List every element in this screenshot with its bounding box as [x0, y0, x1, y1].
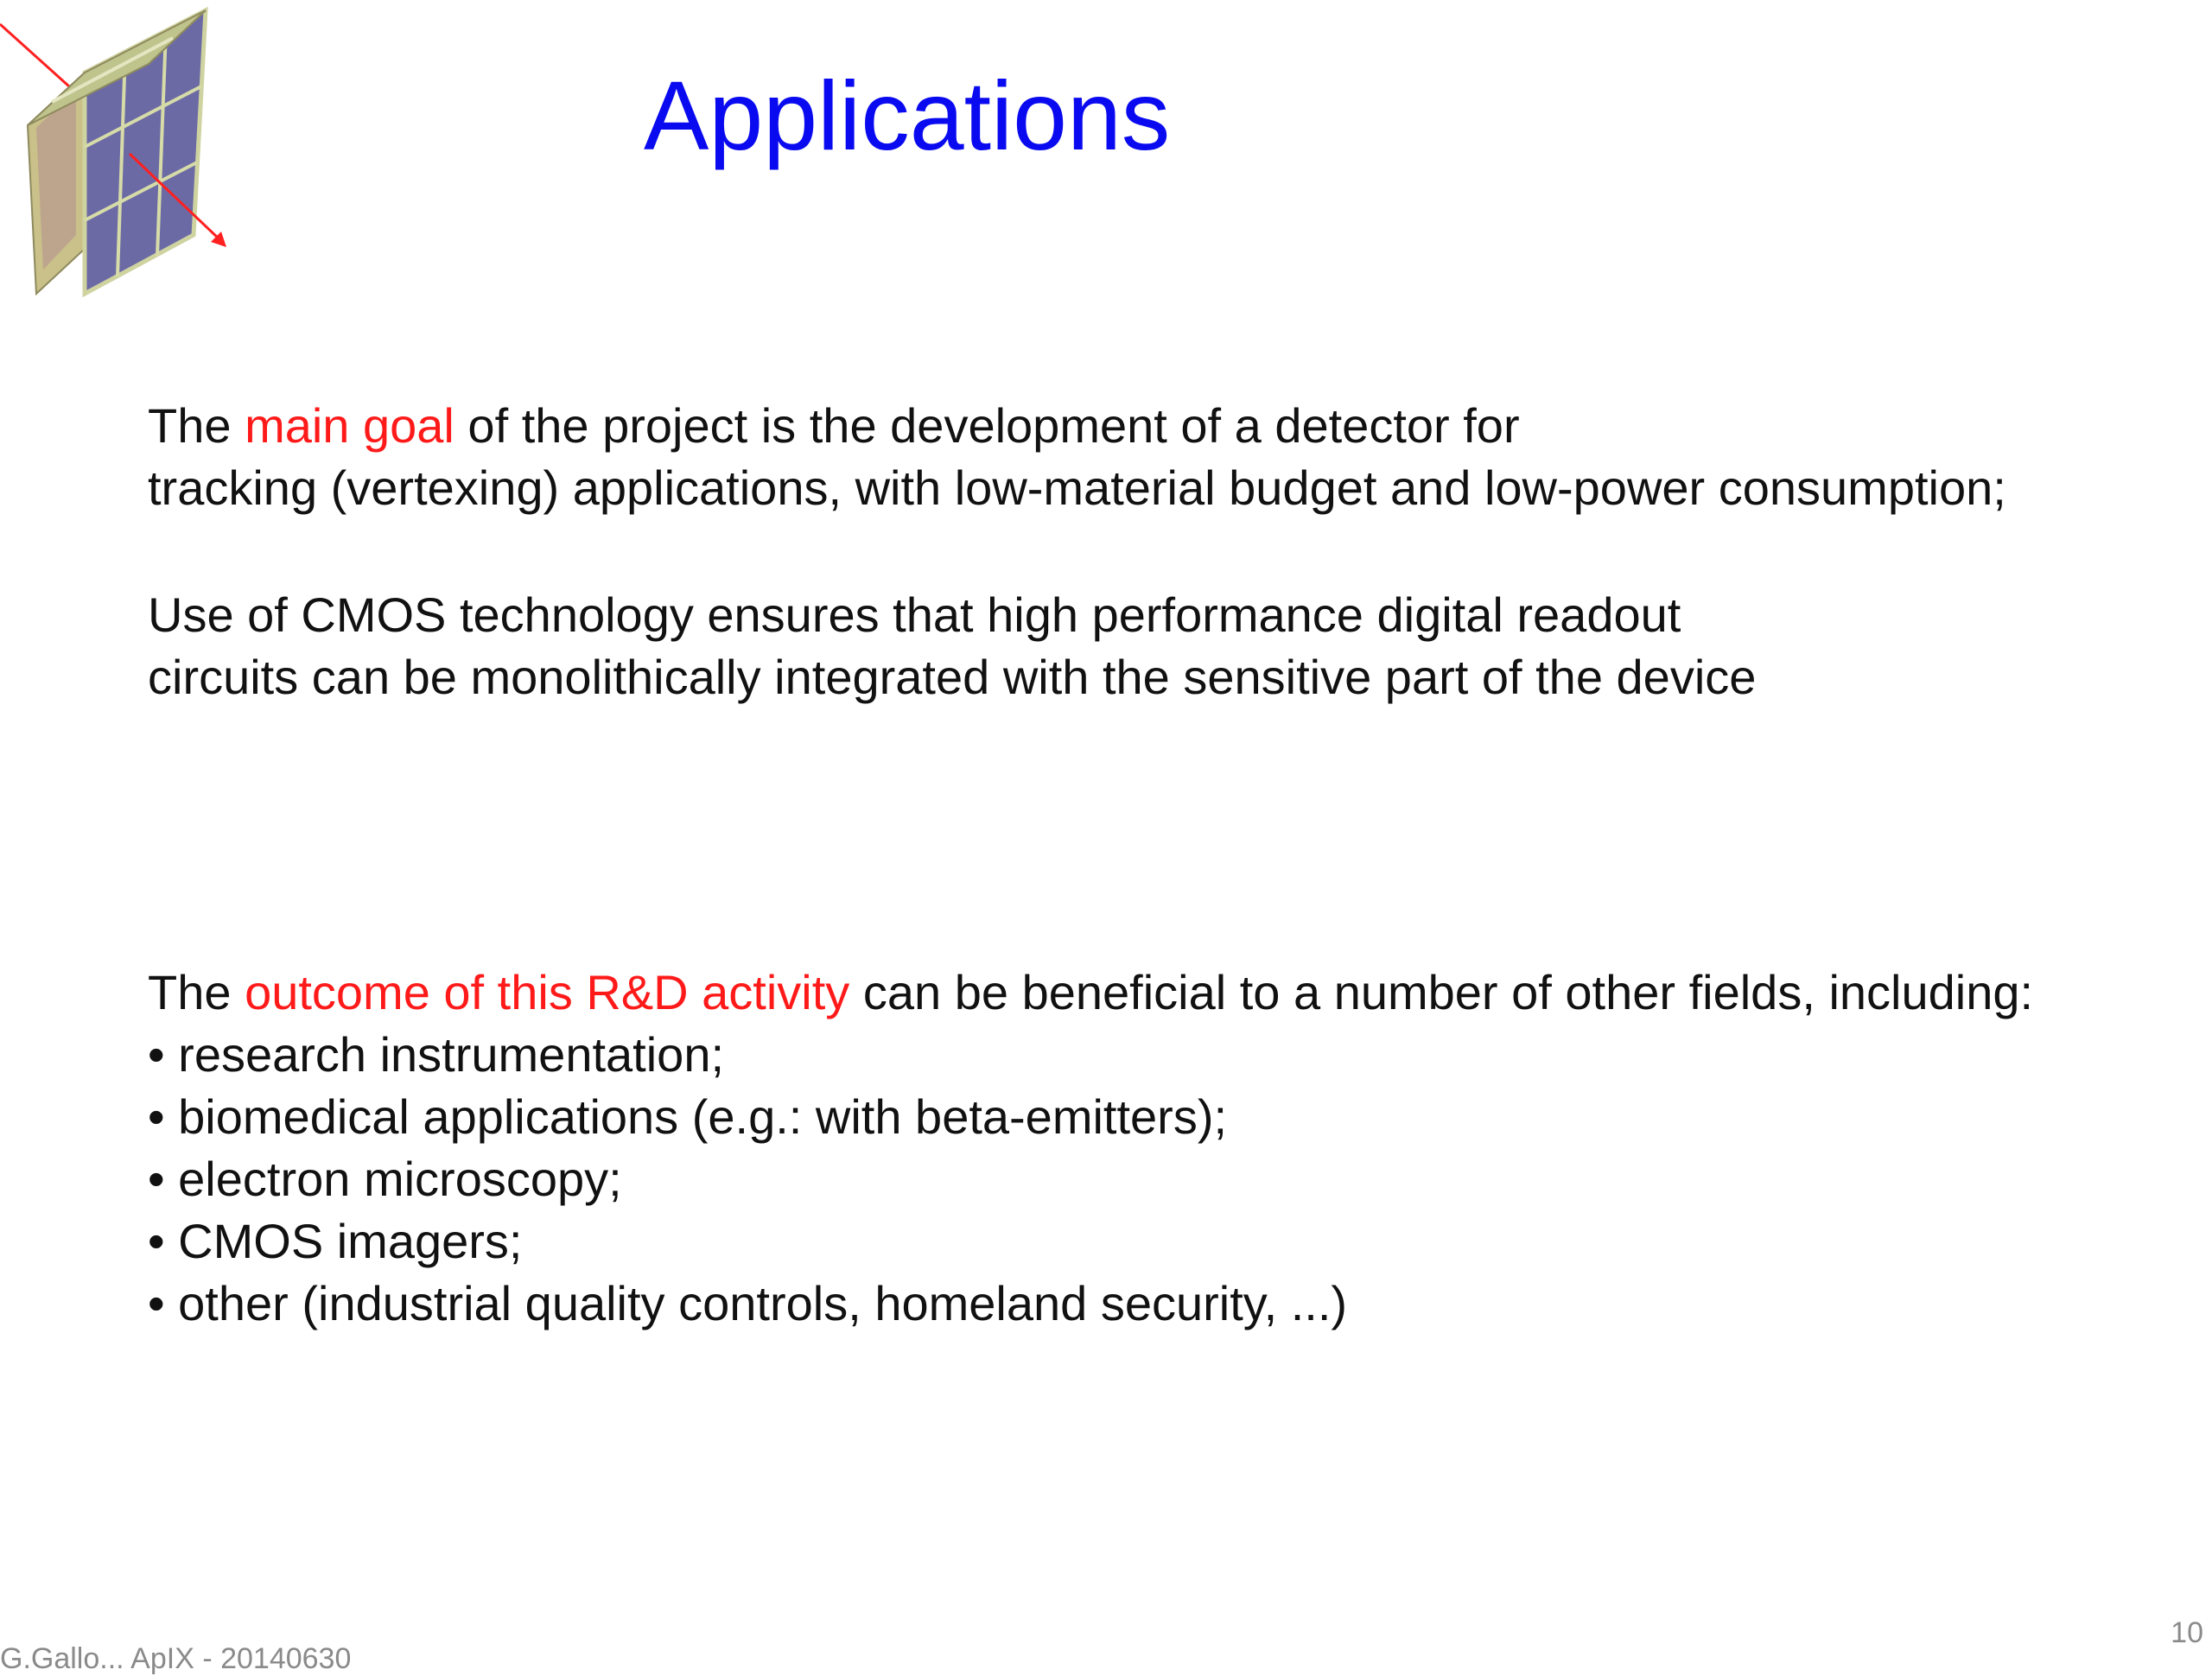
slide-title: Applications — [644, 61, 1171, 170]
main-goal-line-1 — [148, 395, 2006, 457]
main-goal-line-2: tracking (vertexing) applications, with low-material budget and low-power consumption; — [148, 460, 2006, 515]
pixel-detector-module-icon — [0, 0, 242, 302]
text-segment: The — [148, 398, 245, 453]
cmos-paragraph — [148, 584, 1756, 708]
bullet-item: • biomedical applications (e.g.: with beta-emitters); — [148, 1089, 1228, 1144]
outcome-paragraph — [148, 962, 2033, 1335]
text-segment: The — [148, 965, 245, 1019]
outcome-intro — [148, 962, 2033, 1024]
highlight-main-goal: main goal — [245, 398, 454, 453]
main-goal-paragraph — [148, 395, 2006, 519]
bullet-item: • electron microscopy; — [148, 1152, 622, 1206]
cmos-line-2: circuits can be monolithically integrated with the sensitive part of the device — [148, 650, 1757, 704]
cmos-line-1: Use of CMOS technology ensures that high performance digital readout — [148, 587, 1681, 642]
footer-author-date: G.Gallo... ApIX - 20140630 — [0, 1642, 352, 1675]
text-segment: of the project is the development of a detector for — [454, 398, 1520, 453]
bullet-item: • research instrumentation; — [148, 1027, 725, 1082]
page-number: 10 — [2171, 1616, 2203, 1649]
text-segment: can be beneficial to a number of other fields, including: — [849, 965, 2034, 1019]
highlight-outcome: outcome of this R&D activity — [245, 965, 850, 1019]
bullet-item: • other (industrial quality controls, homeland security, ...) — [148, 1276, 1348, 1330]
bullet-item: • CMOS imagers; — [148, 1214, 523, 1268]
